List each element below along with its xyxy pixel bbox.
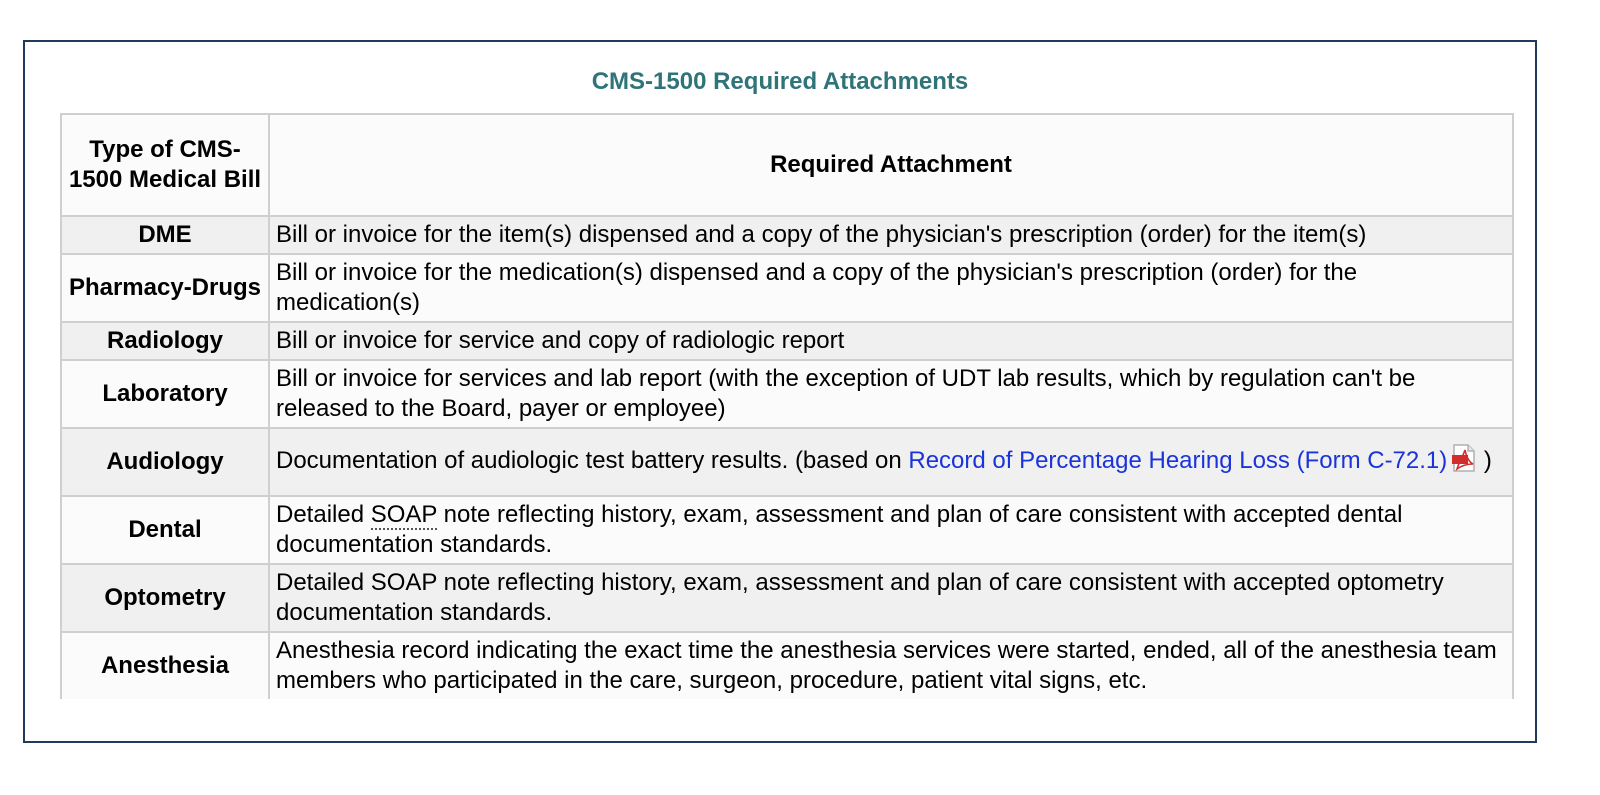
row-type-cell: Dental: [61, 496, 269, 564]
attachment-text-suffix: note reflecting history, exam, assessment and plan of care consistent with accepted dental documentation standards.: [276, 501, 1403, 558]
row-type-cell: Pharmacy-Drugs: [61, 254, 269, 322]
row-attachment-cell: Bill or invoice for the item(s) dispensed and a copy of the physician's prescription (order) for the item(s): [269, 216, 1513, 254]
row-attachment-cell: Bill or invoice for service and copy of radiologic report: [269, 322, 1513, 360]
header-row: [61, 114, 1513, 216]
table-caption: CMS-1500 Required Attachments: [591, 68, 969, 95]
row-type-cell: Audiology: [61, 428, 269, 496]
attachment-text-suffix: ): [1477, 447, 1492, 474]
pdf-file-icon[interactable]: [1451, 444, 1477, 480]
column-header-type: Type of CMS-1500 Medical Bill: [61, 114, 269, 216]
table-row: [61, 496, 1513, 564]
row-type-cell: Optometry: [61, 564, 269, 632]
row-type-cell: Laboratory: [61, 360, 269, 428]
row-attachment-cell: Bill or invoice for services and lab report (with the exception of UDT lab results, which by regulation can't be released to the Board, payer or employee): [269, 360, 1513, 428]
row-attachment-cell: Detailed SOAP note reflecting history, exam, assessment and plan of care consistent with accepted optometry documentation standards.: [269, 564, 1513, 632]
row-type-cell: Radiology: [61, 322, 269, 360]
table-row: [61, 216, 1513, 254]
soap-abbreviation[interactable]: SOAP: [370, 501, 437, 528]
row-type-cell: Anesthesia: [61, 632, 269, 699]
row-attachment-cell: Bill or invoice for the medication(s) dispensed and a copy of the physician's prescription (order) for the medication(s): [269, 254, 1513, 322]
table-row: [61, 254, 1513, 322]
table-row: [61, 322, 1513, 360]
attachments-table: [60, 113, 1514, 699]
attachment-text-prefix: Detailed: [276, 501, 371, 528]
row-type-cell: DME: [61, 216, 269, 254]
table-row: [61, 564, 1513, 632]
row-attachment-cell: Anesthesia record indicating the exact time the anesthesia services were started, ended, all of the anesthesia team members who participated in the care, surgeon, procedure, patient vital signs, etc.: [269, 632, 1513, 699]
row-attachment-cell: [269, 428, 1513, 496]
row-attachment-cell: [269, 496, 1513, 564]
form-c72-1-link[interactable]: Record of Percentage Hearing Loss (Form C-72.1): [908, 447, 1448, 474]
table-panel: [23, 40, 1537, 743]
table-row: [61, 428, 1513, 496]
attachment-text-prefix: Documentation of audiologic test battery results. (based on: [276, 447, 909, 474]
table-row: [61, 632, 1513, 699]
table-row: [61, 360, 1513, 428]
column-header-attachment: Required Attachment: [269, 114, 1513, 216]
